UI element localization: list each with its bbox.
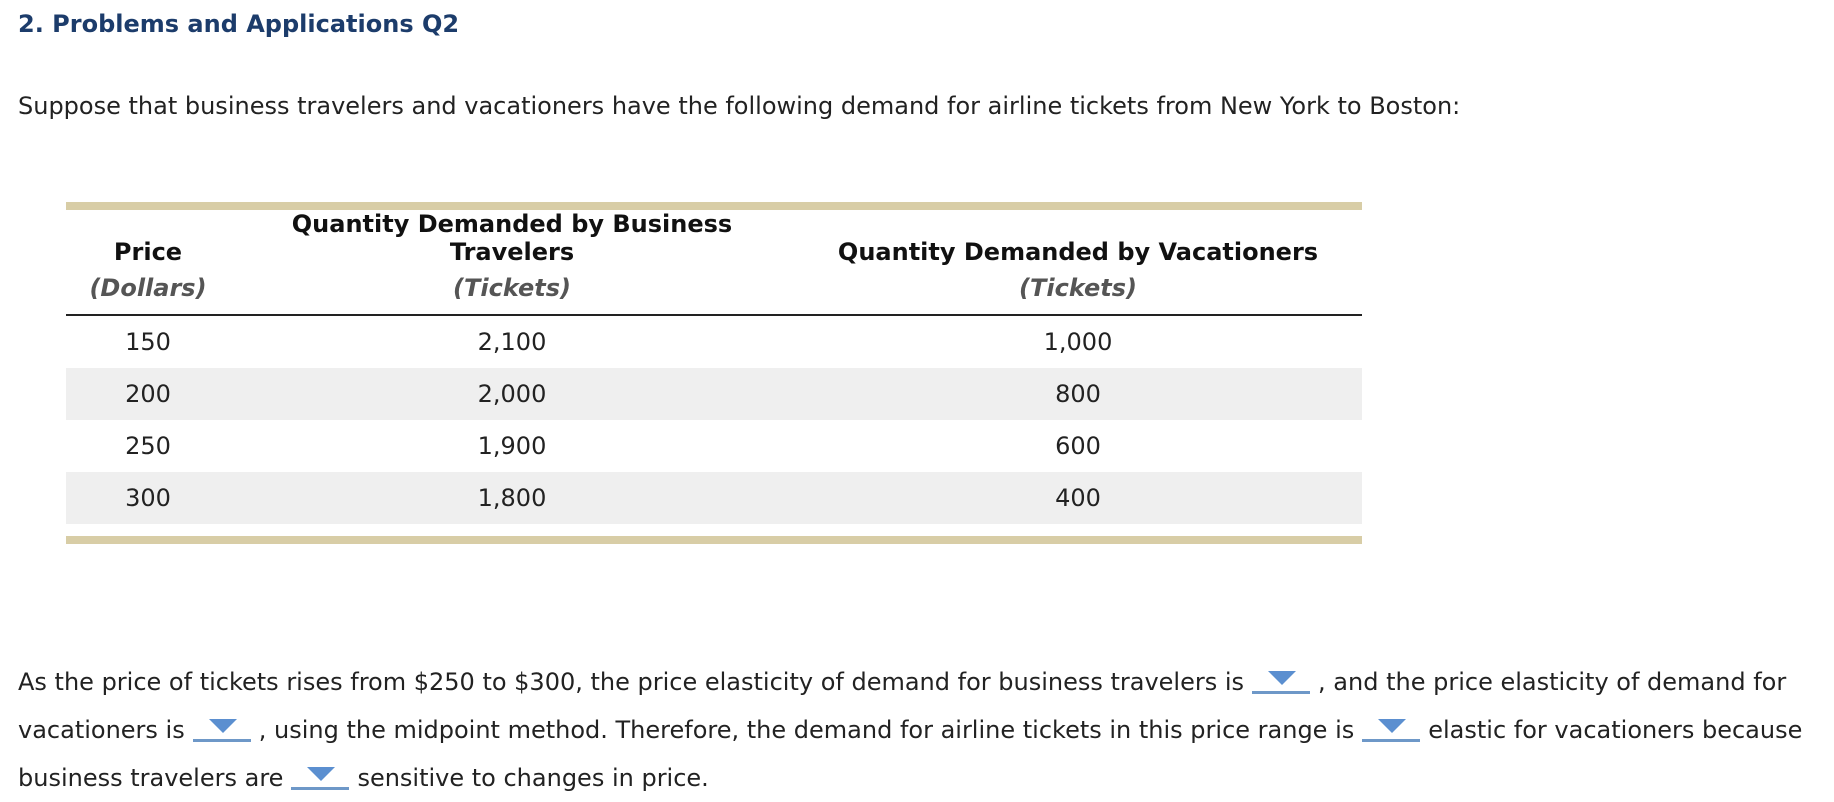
- sensitivity-dropdown[interactable]: [291, 763, 349, 790]
- question-title: 2. Problems and Applications Q2: [18, 10, 460, 38]
- business-elasticity-dropdown[interactable]: [1252, 667, 1310, 694]
- question-line-1: [18, 658, 1834, 706]
- header-price: Price: [113, 238, 183, 266]
- chevron-down-icon: [1268, 671, 1296, 685]
- table-bottom-rule: [66, 536, 1362, 544]
- cell-price: 300: [66, 472, 230, 524]
- cell-price: 200: [66, 368, 230, 420]
- cell-business: 2,100: [477, 328, 547, 356]
- intro-text: Suppose that business travelers and vacationers have the following demand for airline tickets from New York to Boston:: [18, 92, 1461, 120]
- unit-vacationers: (Tickets): [794, 270, 1362, 315]
- question-text-5: elastic for vacationers because: [1428, 716, 1803, 744]
- question-text-6: business travelers are: [18, 764, 284, 792]
- cell-business: 1,800: [230, 472, 794, 524]
- cell-business: 2,000: [230, 368, 794, 420]
- vacationer-elasticity-dropdown[interactable]: [193, 715, 251, 742]
- header-row: [66, 210, 1362, 270]
- cell-price: 250: [125, 432, 171, 460]
- cell-vacationers: 800: [794, 368, 1362, 420]
- demand-table-grid: [66, 210, 1362, 524]
- cell-vacationers: 400: [794, 472, 1362, 524]
- unit-price: (Dollars): [66, 270, 230, 315]
- question-text-7: sensitive to changes in price.: [357, 764, 709, 792]
- table-row: [66, 315, 1362, 368]
- question-text-4: , using the midpoint method. Therefore, the demand for airline tickets in this price range is: [258, 716, 1355, 744]
- question-text-1: As the price of tickets rises from $250 to $300, the price elasticity of demand for business travelers is: [18, 668, 1245, 696]
- chevron-down-icon: [307, 767, 335, 781]
- chevron-down-icon: [209, 719, 237, 733]
- cell-vacationers: 1,000: [1043, 328, 1113, 356]
- chevron-down-icon: [1378, 719, 1406, 733]
- unit-business: (Tickets): [230, 270, 794, 315]
- unit-row: [66, 270, 1362, 315]
- cell-price: 150: [125, 328, 171, 356]
- table-row: [66, 368, 1362, 420]
- cell-vacationers: 600: [1055, 432, 1101, 460]
- elastic-comparison-dropdown[interactable]: [1362, 715, 1420, 742]
- header-business: Quantity Demanded by Business Travelers: [291, 210, 733, 266]
- demand-table: [66, 202, 1362, 544]
- question-text-3: vacationers is: [18, 716, 185, 744]
- table-row: [66, 420, 1362, 472]
- table-row: [66, 472, 1362, 524]
- header-vacationers: Quantity Demanded by Vacationers: [837, 238, 1319, 266]
- table-top-rule: [66, 202, 1362, 210]
- question-line-3: [18, 754, 1834, 802]
- cell-business: 1,900: [477, 432, 547, 460]
- question-text-2: , and the price elasticity of demand for: [1318, 668, 1787, 696]
- question-line-2: [18, 706, 1834, 754]
- question-paragraph: [18, 658, 1834, 802]
